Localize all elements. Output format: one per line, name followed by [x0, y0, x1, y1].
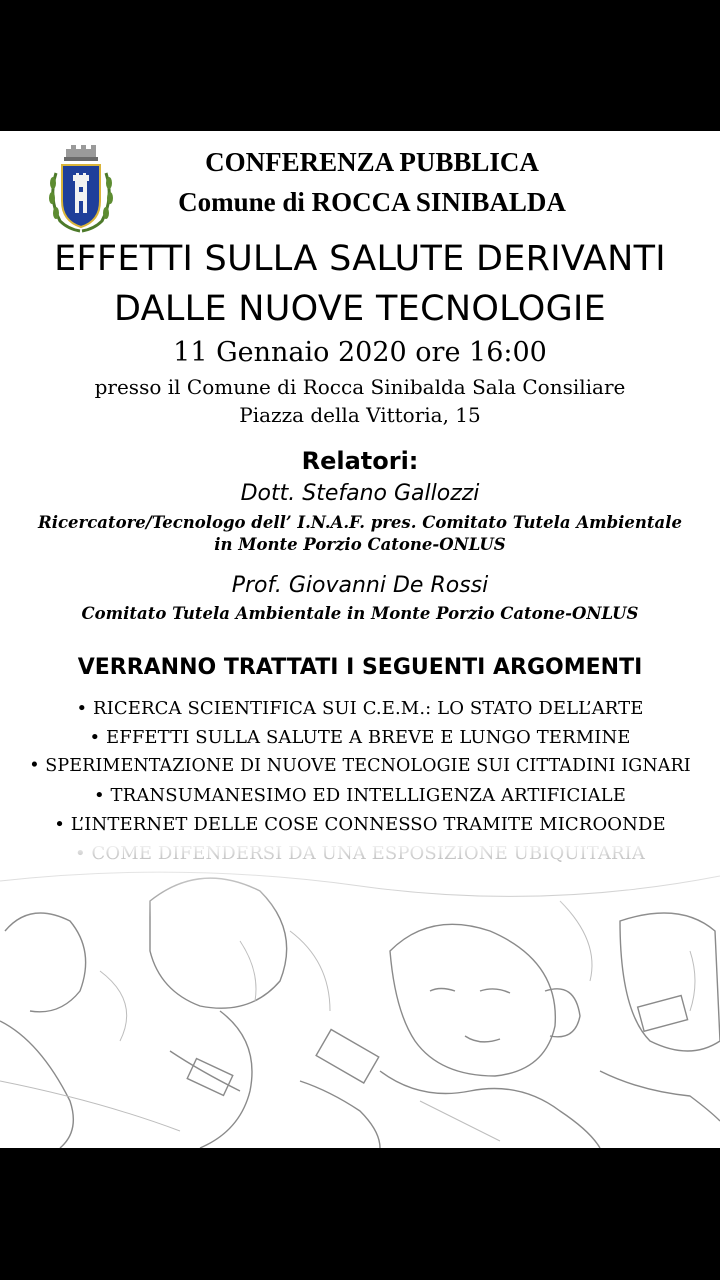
topic-item: • TRANSUMANESIMO ED INTELLIGENZA ARTIFICIALE	[94, 785, 626, 806]
speaker-2-affiliation: Comitato Tutela Ambientale in Monte Porzio Catone-ONLUS	[81, 604, 639, 623]
title-line-2: DALLE NUOVE TECNOLOGIE	[113, 289, 607, 329]
title-line-1: EFFETTI SULLA SALUTE DERIVANTI	[54, 239, 666, 279]
speakers-heading: Relatori:	[301, 447, 419, 475]
topic-item: • L’INTERNET DELLE COSE CONNESSO TRAMITE MICROONDE	[54, 814, 666, 835]
topic-item: • EFFETTI SULLA SALUTE A BREVE E LUNGO TERMINE	[89, 727, 631, 748]
conference-label: CONFERENZA PUBBLICA	[205, 147, 539, 177]
children-with-smartphones-sketch-icon	[0, 841, 720, 1148]
speaker-2-name: Prof. Giovanni De Rossi	[231, 573, 489, 598]
municipality-label: Comune di ROCCA SINIBALDA	[178, 187, 566, 217]
poster	[0, 131, 720, 1148]
speaker-1-affiliation-line-2: in Monte Porzio Catone-ONLUS	[214, 535, 506, 554]
event-datetime: 11 Gennaio 2020 ore 16:00	[173, 337, 547, 368]
speaker-1-affiliation-line-1: Ricercatore/Tecnologo dell’ I.N.A.F. pres. Comitato Tutela Ambientale	[38, 513, 682, 532]
topics-heading: VERRANNO TRATTATI I SEGUENTI ARGOMENTI	[77, 655, 643, 680]
topic-item: • RICERCA SCIENTIFICA SUI C.E.M.: LO STATO DELL’ARTE	[76, 698, 644, 719]
event-venue: presso il Comune di Rocca Sinibalda Sala Consiliare	[94, 375, 626, 399]
event-address: Piazza della Vittoria, 15	[239, 403, 481, 427]
topic-item: • SPERIMENTAZIONE DI NUOVE TECNOLOGIE SUI CITTADINI IGNARI	[29, 756, 691, 776]
speaker-1-name: Dott. Stefano Gallozzi	[240, 481, 480, 506]
